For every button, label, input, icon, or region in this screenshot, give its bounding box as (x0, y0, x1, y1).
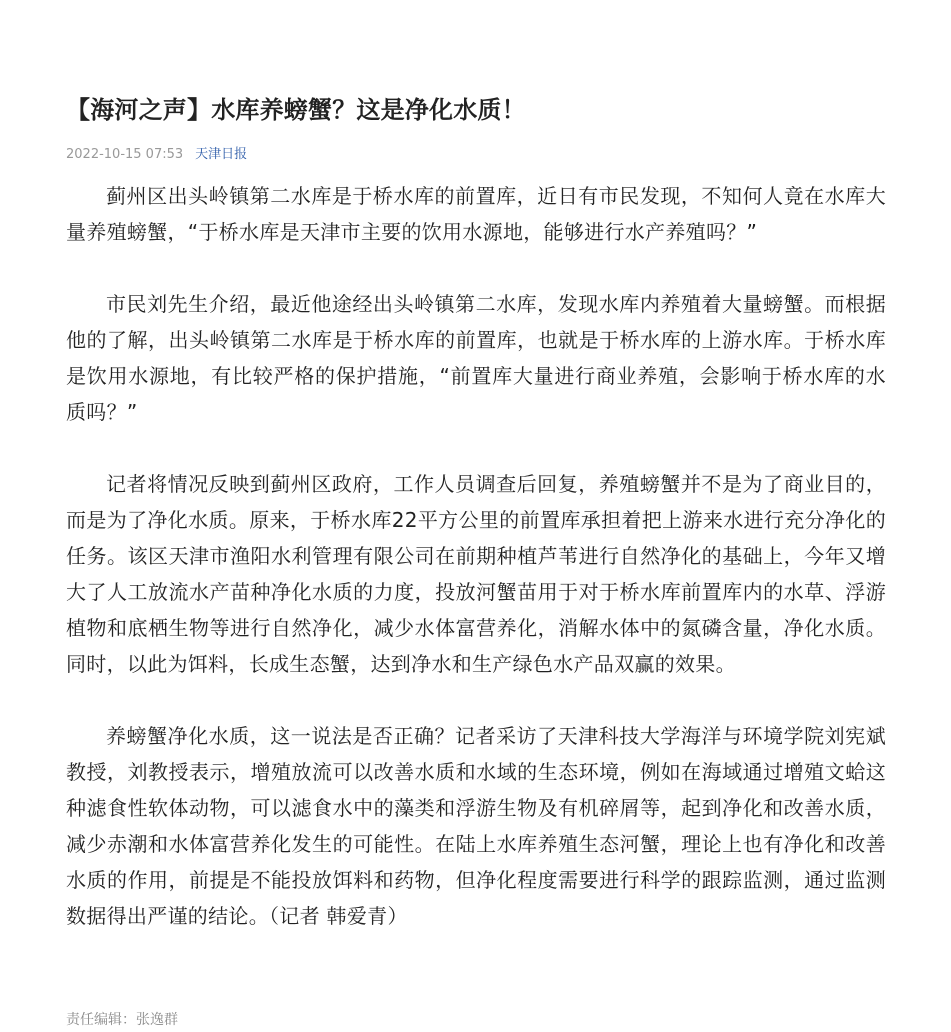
paragraph: 蓟州区出头岭镇第二水库是于桥水库的前置库，近日有市民发现，不知何人竟在水库大量养殖螃蟹，“于桥水库是天津市主要的饮用水源地，能够进行水产养殖吗？” (66, 184, 886, 244)
publish-datetime: 2022-10-15 07:53 (66, 147, 184, 162)
article-meta (66, 145, 247, 165)
article-body (66, 178, 886, 970)
article-title: 【海河之声】水库养螃蟹？这是净化水质！ (66, 96, 526, 124)
responsible-editor: 责任编辑：张逸群 (66, 1012, 178, 1028)
source-link[interactable]: 天津日报 (195, 147, 248, 162)
paragraph: 记者将情况反映到蓟州区政府，工作人员调查后回复，养殖螃蟹并不是为了商业目的，而是为了净化水质。原来，于桥水库22平方公里的前置库承担着把上游来水进行充分净化的任务。该区天津市渔阳水利管理有限公司在前期种植芦苇进行自然净化的基础上，今年又增大了人工放流水产苗种净化水质的力度，投放河蟹苗用于对于桥水库前置库内的水草、浮游植物和底栖生物等进行自然净化，减少水体富营养化，消解水体中的氮磷含量，净化水质。同时，以此为饵料，长成生态蟹，达到净水和生产绿色水产品双赢的效果。 (66, 472, 886, 676)
paragraph: 市民刘先生介绍，最近他途经出头岭镇第二水库，发现水库内养殖着大量螃蟹。而根据他的了解，出头岭镇第二水库是于桥水库的前置库，也就是于桥水库的上游水库。于桥水库是饮用水源地，有比较严格的保护措施，“前置库大量进行商业养殖，会影响于桥水库的水质吗？” (66, 292, 886, 424)
paragraph: 养螃蟹净化水质，这一说法是否正确？记者采访了天津科技大学海洋与环境学院刘宪斌教授，刘教授表示，增殖放流可以改善水质和水域的生态环境，例如在海域通过增殖文蛤这种滤食性软体动物，可以滤食水中的藻类和浮游生物及有机碎屑等，起到净化和改善水质，减少赤潮和水体富营养化发生的可能性。在陆上水库养殖生态河蟹，理论上也有净化和改善水质的作用，前提是不能投放饵料和药物，但净化程度需要进行科学的跟踪监测，通过监测数据得出严谨的结论。（记者 韩爱青） (66, 724, 886, 928)
